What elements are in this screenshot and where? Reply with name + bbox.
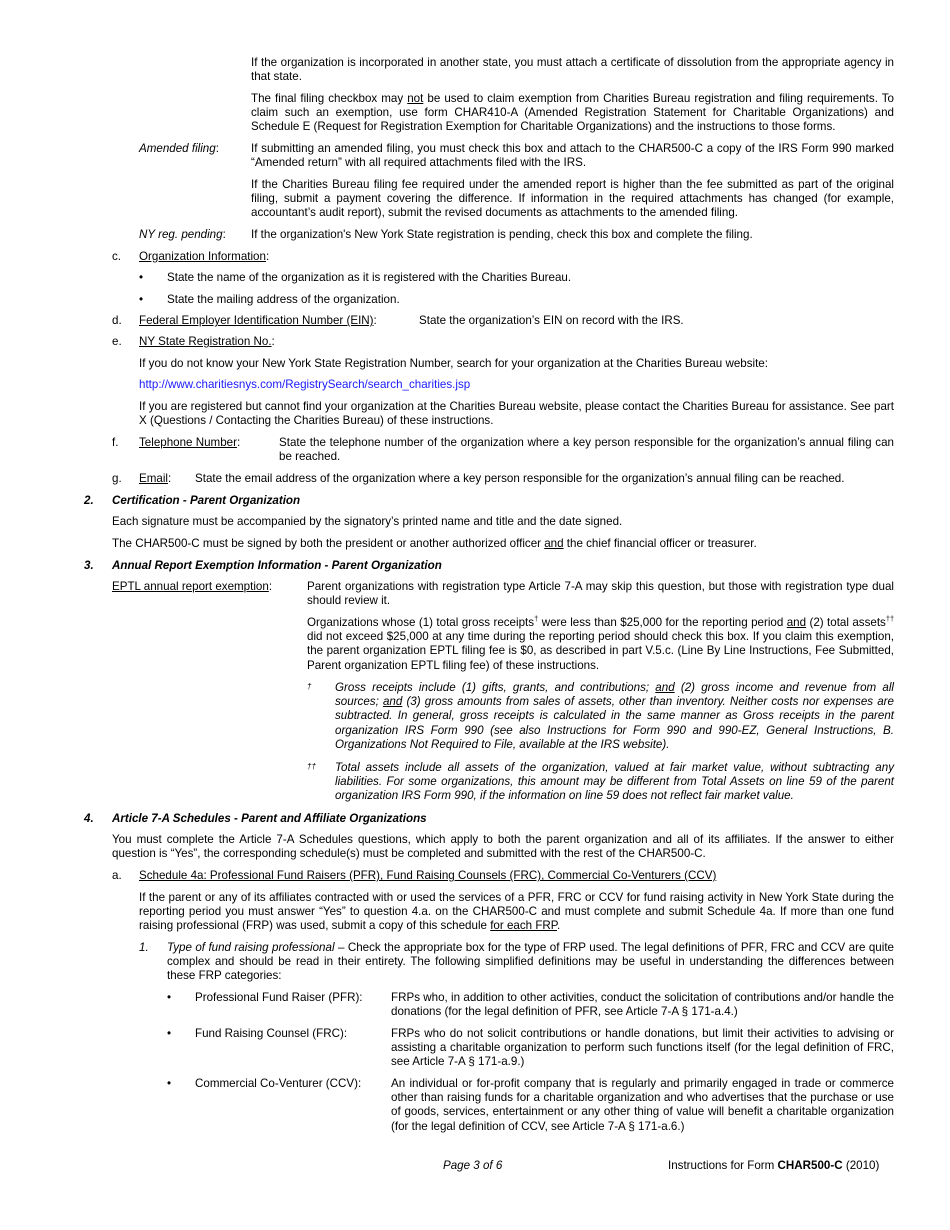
item-c-title: Organization Information: — [139, 250, 270, 263]
section-3-number: 3. — [84, 559, 94, 572]
item-a-title: Schedule 4a: Professional Fund Raisers (PFR), Fund Raising Counsels (FRC), Commercial Co-Venturers (CCV) — [139, 869, 717, 882]
amended-filing-paragraph-1: If submitting an amended filing, you must check this box and attach to the CHAR500-C a copy of the IRS Form 990 marked “Amended return” with all required attachments filed with the IRS. — [251, 142, 894, 170]
bullet: • — [139, 293, 144, 306]
footnote-double-dagger-marker: †† — [307, 762, 316, 771]
item-e-marker: e. — [112, 335, 122, 348]
ny-reg-pending-label: NY reg. pending: — [139, 228, 226, 241]
bullet: • — [167, 1077, 172, 1090]
section-3-title: Annual Report Exemption Information - Parent Organization — [112, 559, 442, 572]
def-text-ccv: An individual or for-profit company that is regularly and primarily engaged in trade or commerce other than raising funds for a charitable organization and who advertises that the purchase or use of goods, services, entertainment or any other thing of value will benefit a charitable organization (for the legal definition of CCV, see Article 7-A § 171-a.6.) — [391, 1077, 894, 1133]
item-g-text: State the email address of the organization where a key person responsible for the organization’s annual filing can be reached. — [195, 472, 845, 485]
item-c-marker: c. — [112, 250, 122, 263]
item-a-paragraph: If the parent or any of its affiliates contracted with or used the services of a PFR, FRC or CCV for fund raising activity in New York State during the reporting period you must answer “Yes” to question 4.a. on the CHAR500-C and must complete and submit Schedule 4a. If more than one fund raising professional (FRP) was used, submit a copy of this schedule for each FRP. — [139, 891, 894, 933]
section-2-title: Certification - Parent Organization — [112, 494, 301, 507]
registry-search-link[interactable]: http://www.charitiesnys.com/RegistrySearch/search_charities.jsp — [139, 378, 471, 391]
def-text-frc: FRPs who do not solicit contributions or handle donations, but limit their activities to advising or assisting a charitable organization to perform such functions itself (for the legal definition of FRC, see Article 7-A § 171-a.9.) — [391, 1027, 894, 1069]
item-e-paragraph-2: If you are registered but cannot find your organization at the Charities Bureau website, please contact the Charities Bureau for assistance. See part X (Questions / Contacting the Charities Bureau) of these instructions. — [139, 400, 894, 428]
footnote-dagger-marker: † — [307, 682, 312, 691]
subitem-1-text: Type of fund raising professional – Check the appropriate box for the type of FRP used. The legal definitions of PFR, FRC and CCV are quite complex and should be read in their entirety. The following simplified definitions may be useful in understanding the differences between these FRP categories: — [167, 941, 894, 983]
section-3-paragraph-1: Parent organizations with registration type Article 7-A may skip this question, but those with registration type dual should review it. — [307, 580, 894, 608]
item-d-title: Federal Employer Identification Number (EIN): — [139, 314, 377, 327]
item-e-paragraph-1: If you do not know your New York State Registration Number, search for your organization at the Charities Bureau website: — [139, 357, 768, 370]
subitem-1-marker: 1. — [139, 941, 149, 954]
bullet: • — [139, 271, 144, 284]
item-f-title: Telephone Number: — [139, 436, 241, 449]
section-4-paragraph-1: You must complete the Article 7-A Schedules questions, which apply to both the parent organization and all of its affiliates. If the answer to either question is “Yes”, the corresponding schedule(s) must be completed and submitted with the rest of the CHAR500-C. — [112, 833, 894, 861]
footnote-gross-receipts: Gross receipts include (1) gifts, grants, and contributions; and (2) gross income and revenue from all sources; and (3) gross amounts from sales of assets, other than inventory. Neither costs nor expenses are subtracted. In general, gross receipts is calculated in the same manner as Gross receipts in the parent organization IRS Form 990 (see also Instructions for Form 990 and 990-EZ, General Instructions, B. Organizations Not Required to File, available at the IRS website). — [335, 681, 894, 751]
amended-filing-label: Amended filing: — [139, 142, 219, 155]
item-g-marker: g. — [112, 472, 122, 485]
section-4-number: 4. — [84, 812, 94, 825]
page-number: Page 3 of 6 — [443, 1159, 503, 1172]
def-term-pfr: Professional Fund Raiser (PFR): — [195, 991, 363, 1004]
bullet: • — [167, 1027, 172, 1040]
footnote-total-assets: Total assets include all assets of the organization, valued at fair market value, without subtracting any liabilities. For some organizations, this amount may be different from Total Assets on line 59 of the parent organization IRS Form 990, if the information on line 59 does not reflect fair market value. — [335, 761, 894, 803]
final-filing-paragraph-1: If the organization is incorporated in another state, you must attach a certificate of dissolution from the appropriate agency in that state. — [251, 56, 894, 84]
bullet: • — [167, 991, 172, 1004]
item-a-marker: a. — [112, 869, 122, 882]
item-e-title: NY State Registration No.: — [139, 335, 275, 348]
section-2-paragraph-2: The CHAR500-C must be signed by both the president or another authorized officer and the chief financial officer or treasurer. — [112, 537, 757, 550]
eptl-exemption-label: EPTL annual report exemption: — [112, 580, 273, 593]
amended-filing-paragraph-2: If the Charities Bureau filing fee required under the amended report is higher than the fee submitted as part of the original filing, submit a payment covering the difference. If information in the required attachments has changed (for example, accountant’s audit report), submit the revised documents as attachments to the amended filing. — [251, 178, 894, 220]
ny-reg-pending-text: If the organization's New York State registration is pending, check this box and complete the filing. — [251, 228, 753, 241]
def-text-pfr: FRPs who, in addition to other activities, conduct the solicitation of contributions and/or handle the donations (for the legal definition of PFR, see Article 7-A § 171-a.4.) — [391, 991, 894, 1019]
item-c-bullet-1: State the name of the organization as it is registered with the Charities Bureau. — [167, 271, 572, 284]
form-footer: Instructions for Form CHAR500-C (2010) — [668, 1159, 880, 1172]
item-f-marker: f. — [112, 436, 119, 449]
item-g-title: Email: — [139, 472, 172, 485]
section-2-number: 2. — [84, 494, 94, 507]
item-d-text: State the organization’s EIN on record with the IRS. — [419, 314, 684, 327]
def-term-ccv: Commercial Co-Venturer (CCV): — [195, 1077, 362, 1090]
section-2-paragraph-1: Each signature must be accompanied by the signatory’s printed name and title and the date signed. — [112, 515, 623, 528]
item-f-text: State the telephone number of the organization where a key person responsible for the organization’s annual filing can be reached. — [279, 436, 894, 464]
section-3-paragraph-2: Organizations whose (1) total gross receipts† were less than $25,000 for the reporting period and (2) total assets†† did not exceed $25,000 at any time during the reporting period should check this box. If you claim this exemption, the parent organization EPTL filing fee is $0, as described in part V.5.c. (Line By Line Instructions, Fee Submitted, Parent organization EPTL filing fee) of these instructions. — [307, 616, 894, 672]
section-4-title: Article 7-A Schedules - Parent and Affiliate Organizations — [112, 812, 427, 825]
item-c-bullet-2: State the mailing address of the organization. — [167, 293, 400, 306]
item-d-marker: d. — [112, 314, 122, 327]
final-filing-paragraph-2: The final filing checkbox may not be used to claim exemption from Charities Bureau registration and filing requirements. To claim such an exemption, use form CHAR410-A (Amended Registration Statement for Charitable Organizations) and Schedule E (Request for Registration Exemption for Charitable Organizations) and the instructions to those forms. — [251, 92, 894, 134]
def-term-frc: Fund Raising Counsel (FRC): — [195, 1027, 348, 1040]
